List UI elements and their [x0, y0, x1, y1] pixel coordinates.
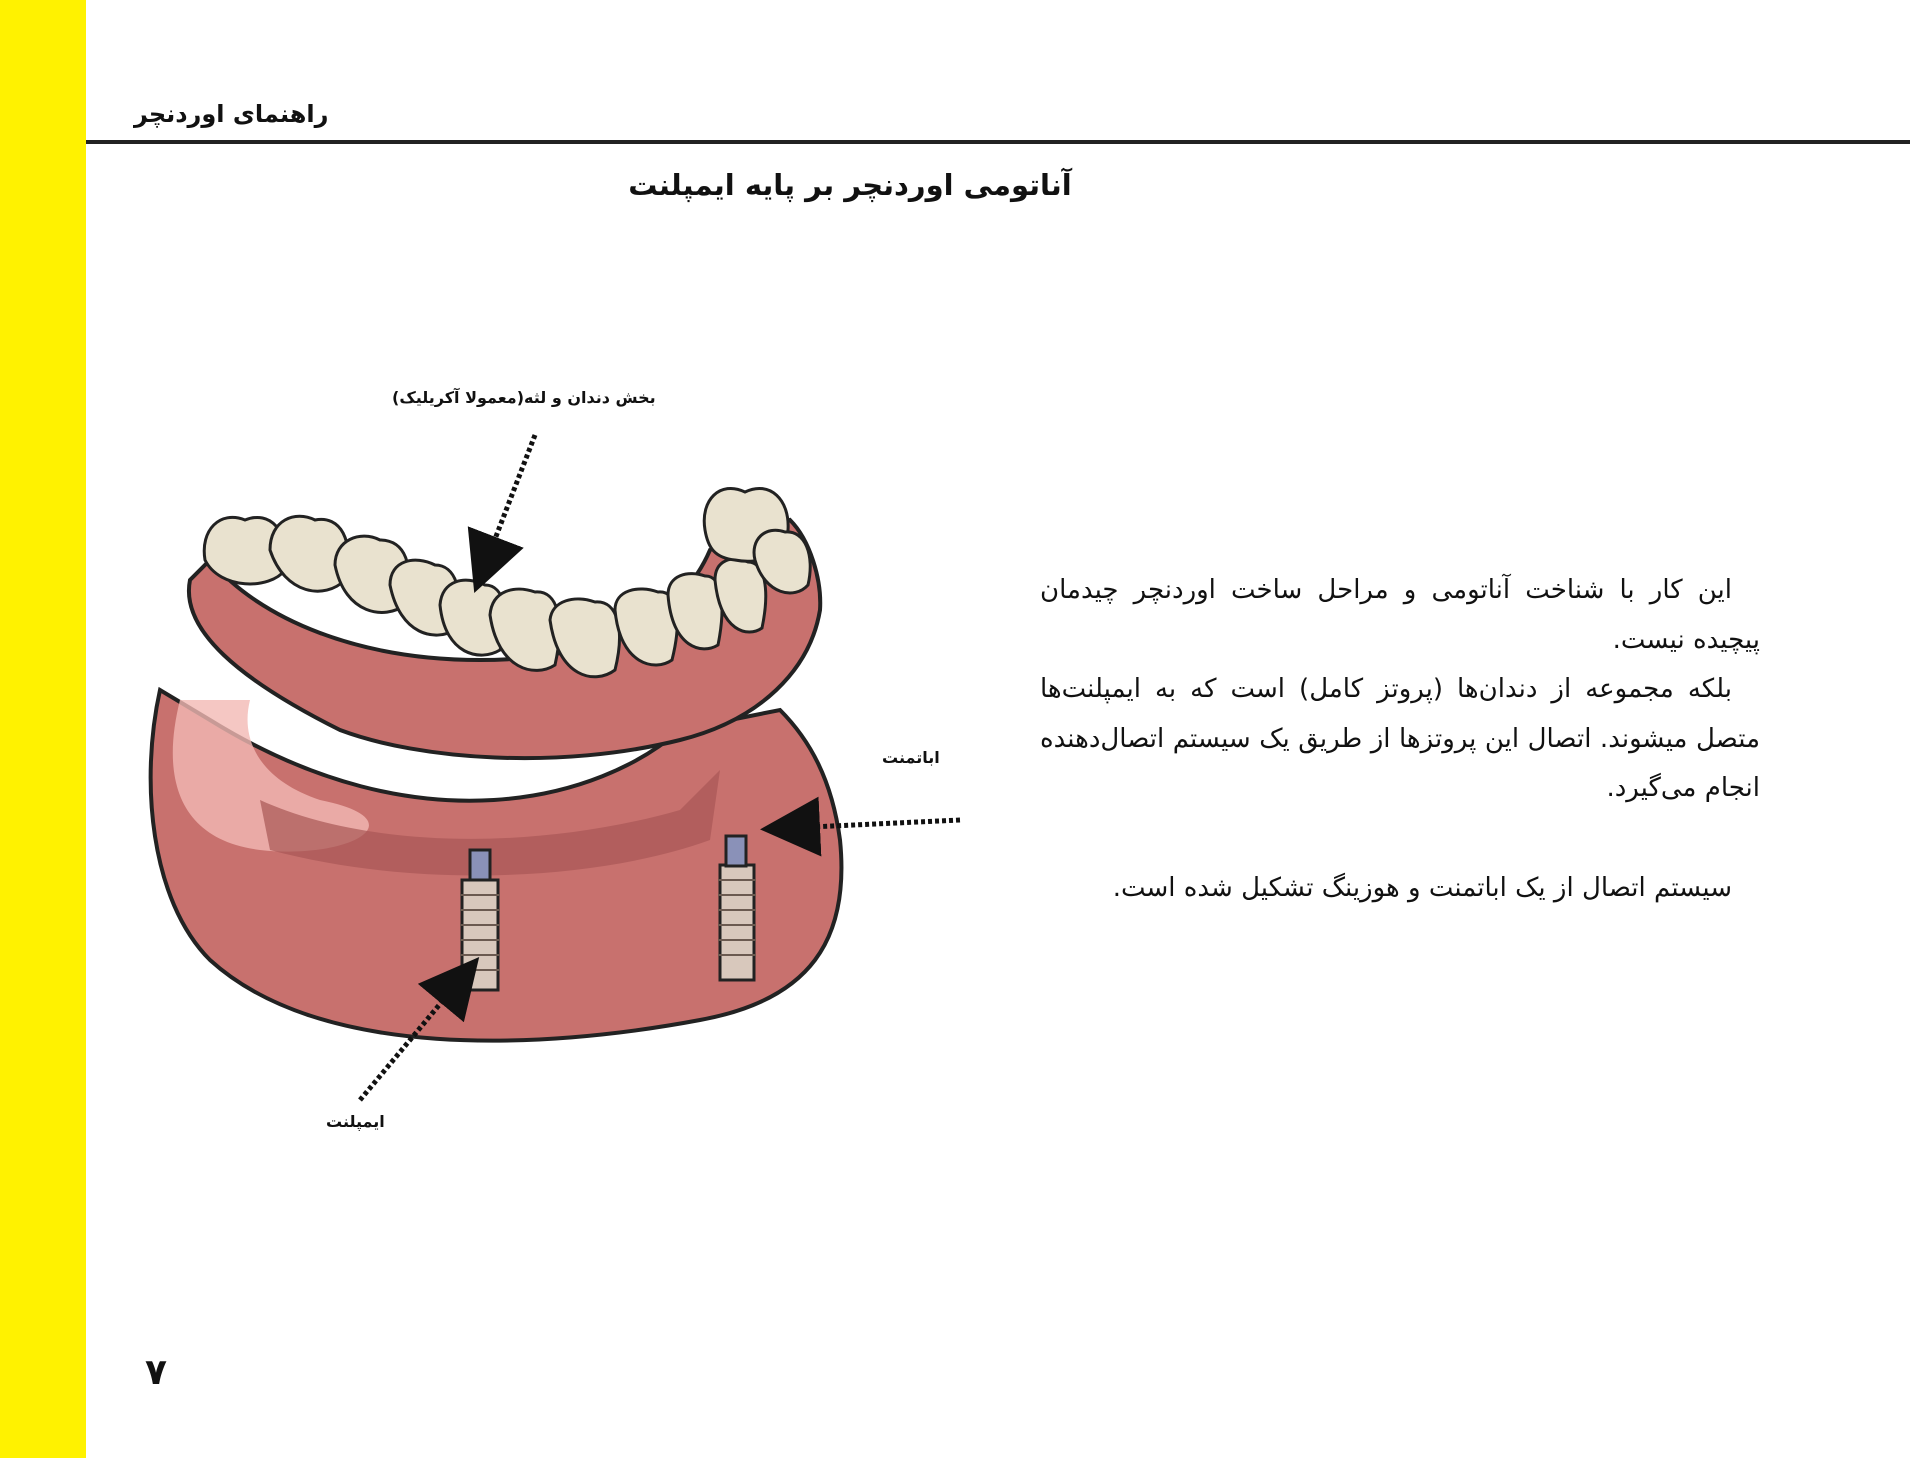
body-text — [1040, 566, 1760, 913]
paragraph-2: بلکه مجموعه از دندان‌ها (پروتز کامل) است که به ایمپلنت‌ها متصل میشوند. اتصال این پروتزها از طریق یک سیستم اتصال‌دهنده انجام می‌گیرد. — [1040, 674, 1760, 803]
paragraph-1: این کار با شناخت آناتومی و مراحل ساخت اوردنچر چیدمان پیچیده نیست. — [1040, 575, 1760, 655]
overdenture-illustration — [120, 380, 1000, 1160]
label-abutment: اباتمنت — [882, 748, 940, 767]
yellow-side-bar — [0, 0, 86, 1458]
page-number: ۷ — [145, 1352, 167, 1393]
page-title: آناتومی اوردنچر بر پایه ایمپلنت — [628, 168, 1072, 202]
paragraph-3: سیستم اتصال از یک اباتمنت و هوزینگ تشکیل شده است. — [1112, 872, 1732, 903]
teeth-arrow — [485, 435, 535, 565]
header-rule — [86, 140, 1910, 144]
running-header: راهنمای اوردنچر — [134, 100, 329, 128]
label-teeth-gum: بخش دندان و لثه(معمولا آکریلیک) — [392, 388, 656, 407]
label-implant: ایمپلنت — [326, 1112, 385, 1131]
